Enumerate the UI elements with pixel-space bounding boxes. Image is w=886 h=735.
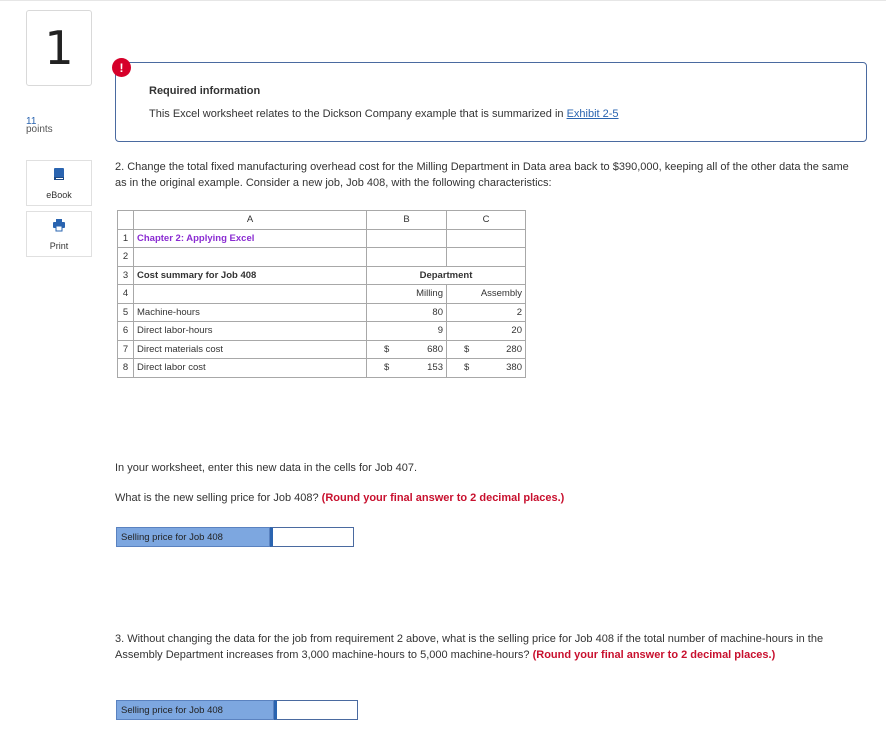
points-value: 11 — [26, 116, 37, 127]
assembly-value: 280 — [506, 343, 522, 355]
milling-header: Milling — [367, 285, 447, 304]
department-header: Department — [367, 266, 526, 285]
cell — [134, 248, 367, 267]
sheet-row — [118, 322, 526, 341]
excel-table — [117, 210, 526, 378]
row-number: 2 — [118, 248, 134, 267]
selling-price-input-q2[interactable] — [270, 527, 354, 547]
row-number: 7 — [118, 340, 134, 359]
currency-symbol: $ — [464, 362, 470, 374]
row-label: Direct labor cost — [134, 359, 367, 378]
info-text — [149, 108, 619, 120]
cell — [367, 229, 447, 248]
milling-money-cell — [367, 359, 447, 378]
rounding-instruction: (Round your final answer to 2 decimal places.) — [532, 648, 776, 661]
cell — [134, 285, 367, 304]
sheet-title-cell — [134, 229, 367, 248]
milling-money-cell — [367, 340, 447, 359]
required-info-box — [115, 62, 867, 142]
column-header-a: A — [134, 211, 367, 230]
row-number: 5 — [118, 303, 134, 322]
row-number: 3 — [118, 266, 134, 285]
row-label: Machine-hours — [134, 303, 367, 322]
print-label: Print — [49, 240, 69, 251]
currency-symbol: $ — [384, 362, 390, 374]
milling-value: 9 — [367, 322, 447, 341]
selling-price-input-q3[interactable] — [274, 700, 358, 720]
milling-value: 153 — [427, 362, 443, 374]
worksheet-instruction: In your worksheet, enter this new data in the cells for Job 407. — [115, 462, 418, 474]
row-number: 1 — [118, 229, 134, 248]
rounding-instruction: (Round your final answer to 2 decimal places.) — [321, 492, 565, 504]
alert-icon: ! — [112, 58, 131, 77]
corner-cell — [118, 211, 134, 230]
cell — [447, 229, 526, 248]
top-divider — [0, 0, 886, 1]
row-label: Direct materials cost — [134, 340, 367, 359]
points-label: points — [26, 124, 53, 135]
assembly-header: Assembly — [447, 285, 526, 304]
cost-summary-label: Cost summary for Job 408 — [134, 266, 367, 285]
sheet-row — [118, 229, 526, 248]
sheet-row — [118, 285, 526, 304]
answer-row-q2 — [116, 527, 354, 547]
assembly-value: 2 — [447, 303, 526, 322]
ebook-button[interactable] — [26, 160, 92, 206]
question-3-body: 3. Without changing the data for the job from requirement 2 above, what is the selling price for Job 408 if the total number of machine-hours in the Assembly Department increases from 3,000 machine-hours to 5,000 machine-hours? — [115, 633, 824, 661]
row-label: Direct labor-hours — [134, 322, 367, 341]
milling-value: 680 — [427, 343, 443, 355]
info-title: Required information — [149, 85, 261, 97]
currency-symbol: $ — [384, 343, 390, 355]
info-text-body: This Excel worksheet relates to the Dickson Company example that is summarized in — [149, 108, 567, 120]
milling-value: 80 — [367, 303, 447, 322]
sheet-row — [118, 248, 526, 267]
sheet-row — [118, 266, 526, 285]
answer-label-q3: Selling price for Job 408 — [116, 700, 274, 720]
cell — [367, 248, 447, 267]
column-header-b: B — [367, 211, 447, 230]
question-number: 1 — [44, 21, 74, 75]
column-header-c: C — [447, 211, 526, 230]
assembly-value: 380 — [506, 362, 522, 374]
ebook-label: eBook — [46, 189, 72, 200]
print-button[interactable] — [26, 211, 92, 257]
sheet-row — [118, 359, 526, 378]
column-header-row — [118, 211, 526, 230]
question-2-prompt-text: What is the new selling price for Job 408? — [115, 492, 322, 504]
answer-label-q2: Selling price for Job 408 — [116, 527, 270, 547]
assembly-money-cell — [447, 340, 526, 359]
row-number: 6 — [118, 322, 134, 341]
assembly-money-cell — [447, 359, 526, 378]
sheet-row — [118, 340, 526, 359]
exhibit-link[interactable]: Exhibit 2-5 — [566, 108, 619, 120]
row-number: 4 — [118, 285, 134, 304]
cell — [447, 248, 526, 267]
book-icon — [52, 167, 66, 186]
question-3-text — [115, 632, 870, 663]
sheet-row — [118, 303, 526, 322]
answer-row-q3 — [116, 700, 358, 720]
assembly-value: 20 — [447, 322, 526, 341]
question-2-text: 2. Change the total fixed manufacturing overhead cost for the Milling Department in Data area back to $390,000, keeping all of the other data the same as in the original example. Consider a new job, Job 408, with the following characteristics: — [115, 161, 849, 189]
row-number: 8 — [118, 359, 134, 378]
sheet-title: Chapter 2: Applying Excel — [137, 232, 255, 244]
currency-symbol: $ — [464, 343, 470, 355]
question-2-prompt — [115, 492, 564, 504]
printer-icon — [52, 218, 66, 237]
question-number-box — [26, 10, 92, 86]
